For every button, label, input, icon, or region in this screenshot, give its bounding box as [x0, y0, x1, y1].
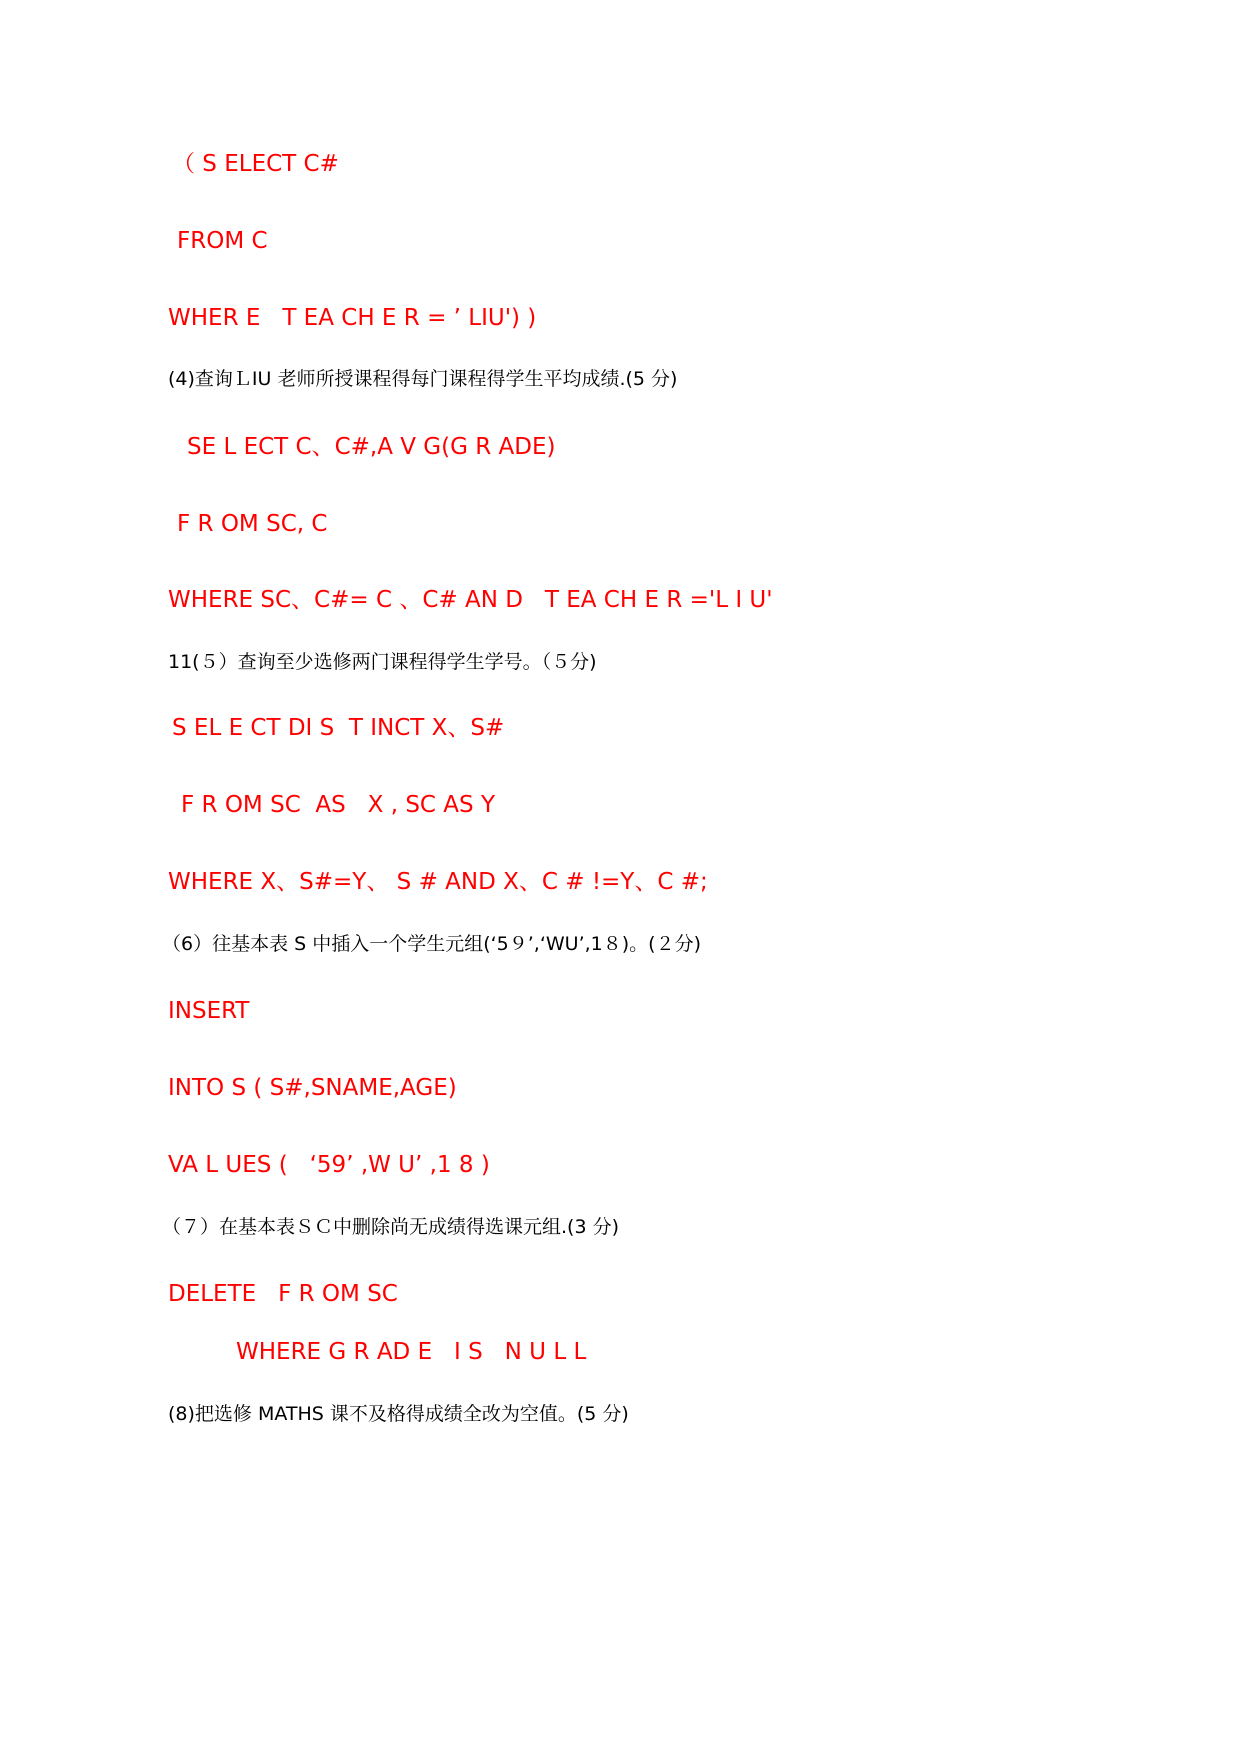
sql-q7-where: WHERE G R AD E I S N U L L	[236, 1339, 587, 1365]
sql-q5-where: WHERE X、S#=Y、 S # AND X、C # !=Y、C #;	[168, 869, 708, 895]
sql-q7-delete: DELETE F R OM SC	[168, 1281, 398, 1307]
sql-q4-from: F R OM SC, C	[177, 511, 328, 537]
sql-subquery-from: FROM C	[177, 228, 268, 254]
question-4: (4)查询ＬIU 老师所授课程得每门课程得学生平均成绩.(5 分)	[168, 368, 678, 390]
sql-subquery-where: WHER E T EA CH E R = ’ LIU') )	[168, 305, 537, 331]
sql-q6-insert: INSERT	[168, 998, 250, 1024]
sql-q4-where: WHERE SC、C#= C 、C# AN D T EA CH E R ='L I U'	[168, 587, 773, 613]
sql-subquery-select: （ S ELECT C#	[172, 151, 339, 177]
question-7: （７）在基本表ＳＣ中删除尚无成绩得选课元组.(3 分)	[162, 1216, 619, 1238]
question-8: (8)把选修 MATHS 课不及格得成绩全改为空值。(5 分)	[168, 1403, 629, 1425]
sql-q6-into: INTO S ( S#,SNAME,AGE)	[168, 1075, 457, 1101]
question-6: （6）往基本表 S 中插入一个学生元组(‘5９’,‘WU’,1８)。(２分)	[162, 933, 701, 955]
question-5: 11(５）查询至少选修两门课程得学生学号。（５分)	[168, 651, 597, 673]
sql-q5-from: F R OM SC AS X , SC AS Y	[181, 792, 495, 818]
sql-q4-select: SE L ECT C、C#,A V G(G R ADE)	[187, 434, 556, 460]
sql-q5-select: S EL E CT DI S T INCT X、S#	[172, 715, 505, 741]
sql-q6-values: VA L UES ( ‘59’ ,W U’ ,1 8 )	[168, 1152, 490, 1178]
